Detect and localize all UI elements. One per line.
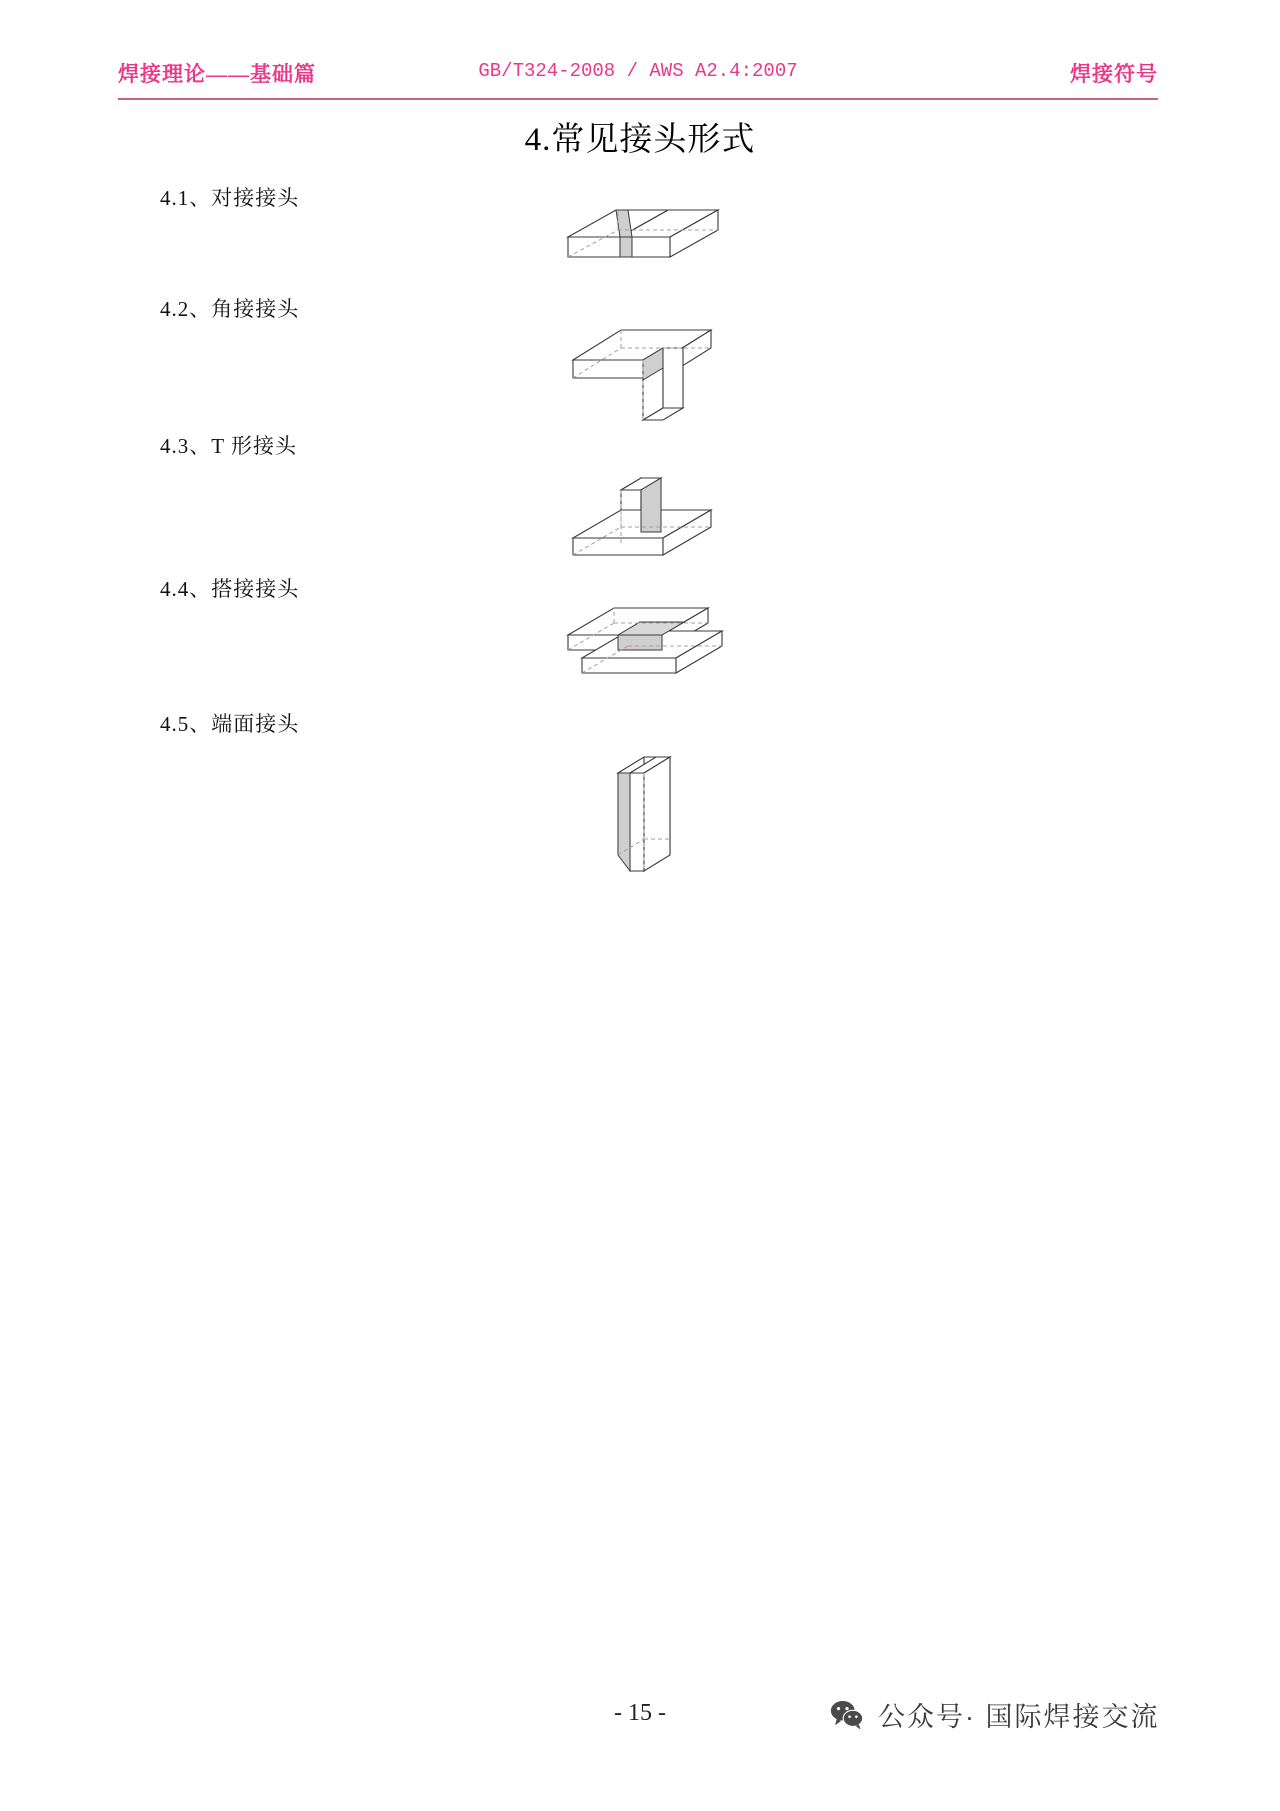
corner-joint-diagram: [565, 320, 735, 430]
header-right-title: 焊接符号: [1070, 62, 1158, 86]
section-label-lap-joint: 4.4、搭接接头: [160, 577, 300, 601]
tee-joint-diagram: [565, 460, 735, 570]
page-number: - 15 -: [614, 1700, 666, 1726]
section-label-butt-joint: 4.1、对接接头: [160, 186, 300, 210]
lap-joint-diagram: [560, 600, 735, 695]
wechat-icon: [830, 1700, 864, 1730]
section-label-edge-joint: 4.5、端面接头: [160, 712, 300, 736]
wechat-attribution: [830, 1695, 1160, 1734]
section-label-tee-joint: 4.3、T 形接头: [160, 434, 297, 458]
page-title: 4.常见接头形式: [524, 122, 756, 158]
header-left-title: 焊接理论——基础篇: [118, 62, 316, 86]
page-header: [118, 58, 1158, 98]
wechat-account-text: 公众号· 国际焊接交流: [878, 1702, 1160, 1732]
edge-joint-diagram: [600, 745, 710, 880]
section-label-corner-joint: 4.2、角接接头: [160, 297, 300, 321]
header-standard-reference: GB/T324-2008 / AWS A2.4:2007: [478, 60, 798, 82]
header-divider: [118, 98, 1158, 100]
butt-joint-diagram: [560, 205, 730, 285]
